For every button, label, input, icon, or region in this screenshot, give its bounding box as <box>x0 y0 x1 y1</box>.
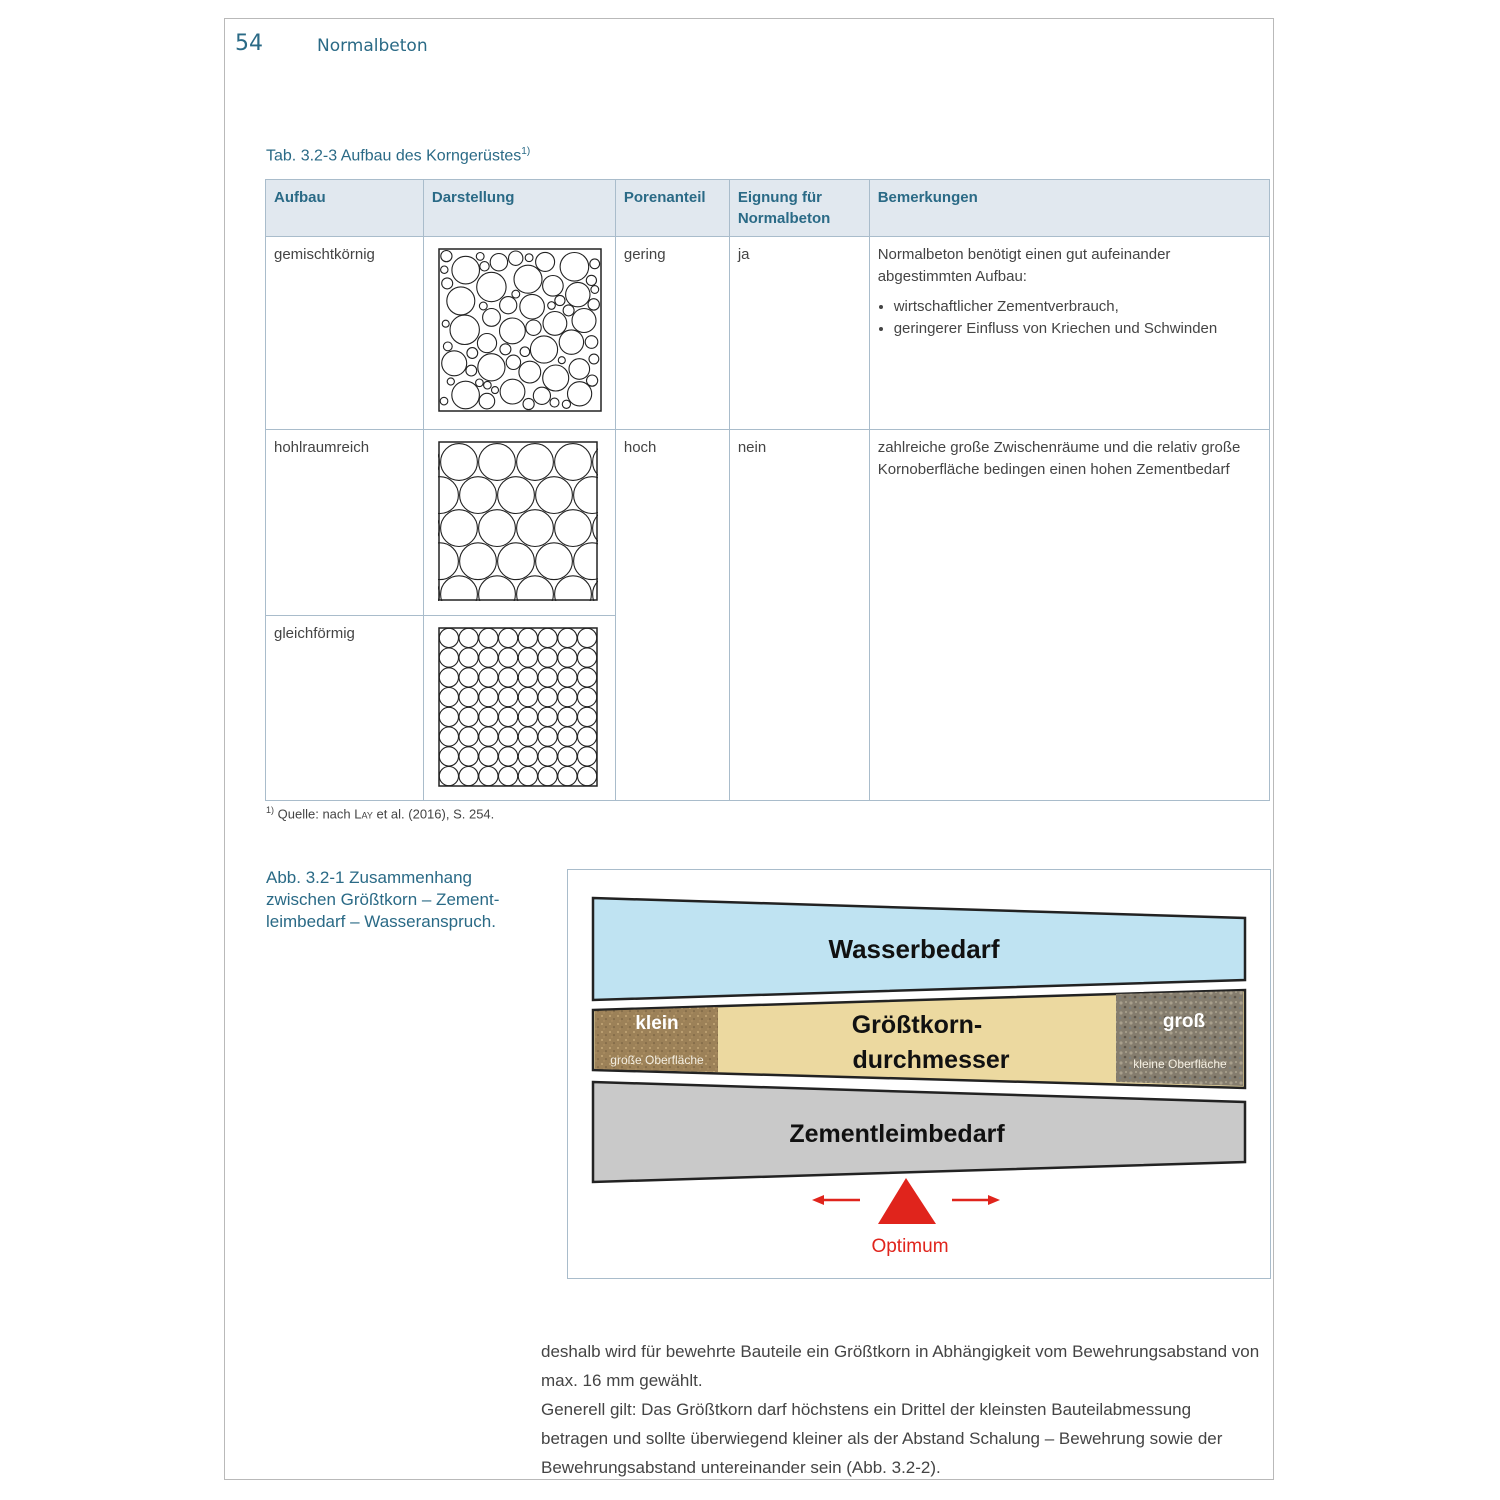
list-item: • geringerer Einfluss von Kriechen und Schwinden <box>894 318 1261 340</box>
grain-circle <box>443 342 452 351</box>
grain-circle <box>450 315 479 344</box>
cell-eignung: ja <box>729 237 869 430</box>
grain-circle <box>577 727 596 746</box>
grain-circle <box>439 628 458 647</box>
grain-circle <box>586 375 597 386</box>
grain-circle <box>538 628 557 647</box>
grain-circle <box>516 576 553 601</box>
grain-circle <box>440 576 477 601</box>
grain-circle <box>530 336 557 363</box>
grain-circle <box>497 543 534 580</box>
grain-circle <box>459 477 496 514</box>
grain-circle <box>558 707 577 726</box>
grain-circle <box>573 543 597 580</box>
grain-circle <box>538 707 557 726</box>
cell-darstellung <box>423 430 615 616</box>
grain-circle <box>459 648 478 667</box>
grain-circle <box>558 628 577 647</box>
small-sublabel: große Oberfläche <box>610 1053 704 1067</box>
grain-circle <box>538 727 557 746</box>
grain-circle <box>479 668 498 687</box>
cell-porenanteil: gering <box>615 237 729 430</box>
grain-circle <box>577 668 596 687</box>
grain-circle <box>442 320 449 327</box>
grain-circle <box>447 287 475 315</box>
grain-circle <box>475 379 483 387</box>
grain-circle <box>573 477 597 514</box>
grain-circle <box>498 707 517 726</box>
grain-circle <box>499 318 525 344</box>
grain-circle <box>567 382 591 406</box>
grain-circle <box>439 688 458 707</box>
grain-circle <box>538 668 557 687</box>
grain-circle <box>497 477 534 514</box>
grain-circle <box>459 668 478 687</box>
grain-circle <box>518 628 537 647</box>
grain-circle <box>477 272 506 301</box>
grain-circle <box>459 767 478 786</box>
grain-circle <box>554 576 591 601</box>
cell-darstellung <box>423 237 615 430</box>
grain-circle <box>447 378 454 385</box>
grain-circle <box>479 648 498 667</box>
table-header-row <box>266 180 1270 237</box>
grain-circle <box>498 628 517 647</box>
grain-band-label-line2: durchmesser <box>852 1046 1010 1074</box>
column-header: Bemerkungen <box>869 180 1269 237</box>
figure-caption: Abb. 3.2-1 Zusammenhang zwischen Größtkorn – Zementleimbedarf – Wasseranspruch. <box>266 868 500 931</box>
grain-circle <box>558 648 577 667</box>
paragraph: Generell gilt: Das Größtkorn darf höchstens ein Drittel der kleinsten Bauteilabmessung betragen und sollte überwiegend kleiner als der Abstand Schalung – Bewehrung sowie der Bewehrungsabstand untereinander sein (Abb. 3.2-2). <box>541 1400 1223 1477</box>
grain-circle <box>439 727 458 746</box>
grain-circle <box>569 359 590 380</box>
grain-circle <box>525 254 533 262</box>
grain-circle <box>520 347 530 357</box>
cement-band-label: Zementleimbedarf <box>789 1120 1005 1148</box>
cell-aufbau: hohlraumreich <box>266 430 424 616</box>
grain-circle <box>526 320 541 335</box>
grain-circle <box>479 707 498 726</box>
grain-circle <box>562 400 570 408</box>
grain-circle <box>558 727 577 746</box>
grain-circle <box>518 727 537 746</box>
grain-circle <box>520 294 545 319</box>
grain-circle <box>459 628 478 647</box>
grain-circle <box>439 767 458 786</box>
grain-circle <box>543 365 569 391</box>
grain-circle <box>585 336 598 349</box>
grain-circle <box>459 688 478 707</box>
table-row <box>266 430 1270 616</box>
table-caption-text: Tab. 3.2-3 Aufbau des Korngerüstes <box>266 147 522 165</box>
grain-circle <box>518 648 537 667</box>
grain-circle <box>554 510 591 547</box>
grain-circle <box>498 668 517 687</box>
grain-circle <box>440 444 477 481</box>
grain-circle <box>577 688 596 707</box>
grain-size-diagram <box>568 870 1272 1280</box>
grain-circle <box>577 767 596 786</box>
grain-circle <box>442 278 453 289</box>
grain-circle <box>439 668 458 687</box>
grain-circle <box>577 648 596 667</box>
grain-circle <box>479 302 487 310</box>
grain-circle <box>516 510 553 547</box>
footnote-author: Lay <box>354 806 373 822</box>
grain-circle <box>589 354 599 364</box>
grain-circle <box>588 299 599 310</box>
grain-circle <box>535 477 572 514</box>
footnote-text: et al. (2016), S. 254. <box>376 806 495 822</box>
left-arrow-icon <box>812 1195 824 1205</box>
grain-circle <box>563 305 574 316</box>
optimum-label: Optimum <box>871 1236 949 1257</box>
grain-circle <box>535 543 572 580</box>
remark-intro: Normalbeton benötigt einen gut aufeinander abgestimmten Aufbau: <box>877 246 1171 285</box>
grain-circle <box>586 275 596 285</box>
cell-aufbau: gemischtkörnig <box>266 237 424 430</box>
running-title: Normalbeton <box>317 36 428 56</box>
grain-circle <box>542 276 563 297</box>
grain-circle <box>518 747 537 766</box>
body-text <box>541 1337 1261 1482</box>
grain-circle <box>479 747 498 766</box>
grain-circle <box>518 767 537 786</box>
grain-circle <box>555 295 565 305</box>
grain-circle <box>452 256 480 284</box>
column-header: Aufbau <box>266 180 424 237</box>
grain-circle <box>558 357 565 364</box>
grain-circle <box>440 510 477 547</box>
water-band-label: Wasserbedarf <box>828 934 1000 964</box>
grain-circle <box>459 747 478 766</box>
column-header: Porenanteil <box>615 180 729 237</box>
grain-circle <box>498 688 517 707</box>
page-number: 54 <box>235 31 263 56</box>
grain-circle <box>459 543 496 580</box>
grain-circle <box>478 576 515 601</box>
grain-circle <box>506 355 520 369</box>
grain-circle <box>577 628 596 647</box>
paragraph: deshalb wird für bewehrte Bauteile ein Größtkorn in Abhängigkeit vom Bewehrungsabstand von max. 16 mm gewählt. <box>541 1342 1260 1390</box>
grain-circle <box>548 302 556 310</box>
list-item: • wirtschaftlicher Zementverbrauch, <box>894 296 1261 318</box>
column-header: Darstellung <box>423 180 615 237</box>
grain-circle <box>479 727 498 746</box>
cell-porenanteil: hoch <box>615 430 729 801</box>
right-arrow-icon <box>988 1195 1000 1205</box>
grain-circle <box>591 286 599 294</box>
grain-circle <box>498 727 517 746</box>
cell-bemerkung: zahlreiche große Zwischenräume und die relativ große Kornoberfläche bedingen einen hohen Zementbedarf <box>869 430 1269 801</box>
column-header: Eignung für Normalbeton <box>729 180 869 237</box>
grain-circle <box>482 309 500 327</box>
grain-structure-table <box>265 179 1270 801</box>
grain-circle <box>478 444 515 481</box>
grain-circle <box>508 251 522 265</box>
grain-circle <box>499 297 516 314</box>
hollow-grain-illustration <box>438 441 598 601</box>
grain-circle <box>479 393 495 409</box>
grain-circle <box>442 351 467 376</box>
grain-circle <box>490 254 507 271</box>
table-footnote <box>266 805 494 821</box>
grain-circle <box>479 767 498 786</box>
grain-circle <box>538 688 557 707</box>
grain-circle <box>477 334 496 353</box>
grain-circle <box>459 727 478 746</box>
grain-circle <box>558 767 577 786</box>
grain-circle <box>558 747 577 766</box>
grain-circle <box>500 379 525 404</box>
figure-frame <box>567 869 1271 1279</box>
large-sublabel: kleine Oberfläche <box>1133 1057 1227 1071</box>
document-page <box>224 18 1274 1480</box>
grain-circle <box>438 543 458 580</box>
grain-circle <box>518 688 537 707</box>
grain-circle <box>479 688 498 707</box>
grain-circle <box>554 444 591 481</box>
grain-circle <box>500 344 511 355</box>
grain-circle <box>533 387 550 404</box>
grain-circle <box>452 381 480 409</box>
grain-circle <box>479 628 498 647</box>
grain-band-label-line1: Größtkorn- <box>851 1011 983 1039</box>
grain-circle <box>478 354 505 381</box>
grain-circle <box>483 381 491 389</box>
grain-circle <box>560 253 589 282</box>
grain-circle <box>516 444 553 481</box>
table-row <box>266 237 1270 430</box>
grain-circle <box>559 330 583 354</box>
grain-circle <box>550 398 559 407</box>
cell-eignung: nein <box>729 430 869 801</box>
table-caption <box>266 146 530 165</box>
grain-circle <box>480 262 489 271</box>
grain-circle <box>538 767 557 786</box>
small-label: klein <box>635 1013 679 1034</box>
grain-circle <box>438 477 458 514</box>
grain-circle <box>459 707 478 726</box>
grain-circle <box>577 707 596 726</box>
large-label: groß <box>1162 1011 1206 1032</box>
mixed-grain-illustration <box>438 248 602 412</box>
grain-circle <box>440 266 447 273</box>
coarse-gravel-texture <box>1116 991 1243 1086</box>
cell-darstellung <box>423 616 615 801</box>
grain-circle <box>440 397 448 405</box>
cell-bemerkung <box>869 237 1269 430</box>
cell-aufbau: gleichförmig <box>266 616 424 801</box>
remark-list <box>878 296 1261 340</box>
footnote-text: Quelle: nach <box>277 806 351 822</box>
grain-circle <box>478 510 515 547</box>
grain-circle <box>538 747 557 766</box>
grain-circle <box>518 707 537 726</box>
grain-circle <box>498 648 517 667</box>
grain-circle <box>439 747 458 766</box>
grain-circle <box>535 252 554 271</box>
grain-circle <box>491 387 498 394</box>
grain-circle <box>498 767 517 786</box>
table-caption-note: 1) <box>521 146 531 157</box>
grain-circle <box>558 688 577 707</box>
grain-circle <box>439 648 458 667</box>
grain-circle <box>467 348 478 359</box>
grain-circle <box>558 668 577 687</box>
grain-circle <box>476 253 484 261</box>
grain-circle <box>577 747 596 766</box>
footnote-mark: 1) <box>266 805 275 815</box>
grain-circle <box>543 312 567 336</box>
grain-circle <box>466 365 477 376</box>
grain-circle <box>590 259 600 269</box>
grain-circle <box>523 398 534 409</box>
grain-circle <box>514 265 542 293</box>
grain-circle <box>498 747 517 766</box>
grain-circle <box>439 707 458 726</box>
grain-circle <box>518 668 537 687</box>
grain-circle <box>572 309 596 333</box>
uniform-grain-illustration <box>438 627 598 787</box>
grain-circle <box>538 648 557 667</box>
grain-circle <box>565 282 589 306</box>
optimum-triangle <box>878 1178 936 1224</box>
grain-circle <box>441 251 452 262</box>
grain-circle <box>512 290 520 298</box>
grain-circle <box>519 361 541 383</box>
